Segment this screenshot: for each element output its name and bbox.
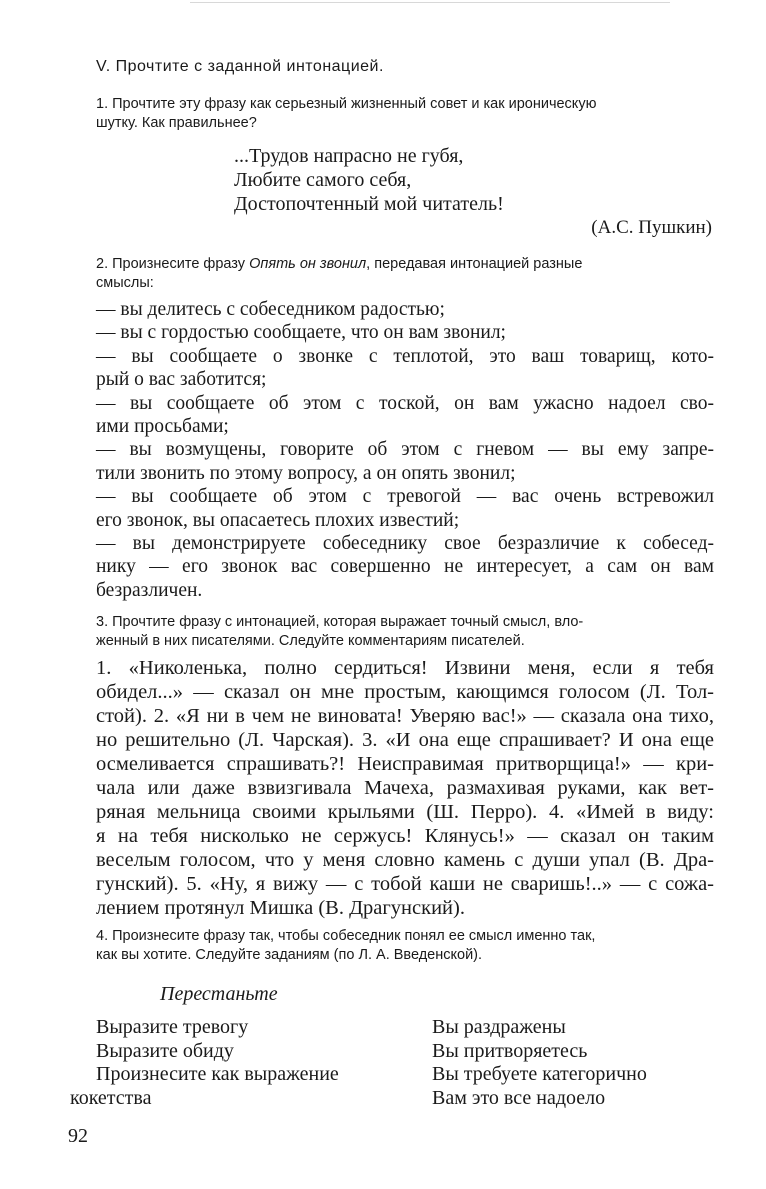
exercise-left-column (70, 1016, 339, 1110)
meaning-line: ими просьбами; (96, 416, 229, 438)
page-number: 92 (68, 1125, 88, 1147)
quote-line: лением протянул Мишка (В. Драгунский). (96, 897, 465, 919)
meaning-line: — вы возмущены, говорите об этом с гневом — вы ему запре- (96, 439, 714, 461)
exercise-right-item: Вы раздражены (432, 1016, 566, 1038)
meaning-line: тили звонить по этому вопросу, а он опять звонил; (96, 462, 516, 484)
quote-line: но решительно (Л. Чарская). 3. «И она еще спрашивает? И она еще (96, 729, 714, 751)
quote-line: я на тебя нисколько не сержусь! Клянусь!» — сказал он таким (96, 825, 714, 847)
task-1-line: шутку. Как правильнее? (96, 115, 257, 131)
meaning-line: — вы сообщаете об этом с тревогой — вас очень встревожил (96, 486, 714, 508)
exercise-right-column (432, 1016, 647, 1110)
exercise-right-item: Вам это все надоело (432, 1086, 606, 1109)
quote-line: обидел...» — сказал он мне простым, кающимся голосом (Л. Тол- (96, 681, 714, 703)
exercise-left-item: кокетства (70, 1086, 152, 1109)
task-1-line: 1. Прочтите эту фразу как серьезный жизненный совет и как ироническую (96, 96, 597, 112)
task-2-phrase: Опять он звонил (249, 256, 367, 272)
top-rule (190, 2, 670, 3)
task-4-line: как вы хотите. Следуйте заданиям (по Л. А. Введенской). (96, 947, 483, 963)
exercise-word: Перестаньте (160, 983, 278, 1005)
exercise-left-item: Произнесите как выражение (96, 1063, 339, 1086)
task-3-line: женный в них писателями. Следуйте комментариям писателей. (96, 633, 525, 649)
quote-line: гунский). 5. «Ну, я вижу — с тобой каши не сваришь!..» — с сожа- (96, 873, 714, 895)
task-1 (96, 95, 714, 133)
meanings-list (96, 298, 714, 602)
task-3 (96, 613, 714, 651)
quote-line: веселым голосом, что у меня словно камень с души упал (В. Дра- (96, 849, 714, 871)
section-title: V. Прочтите с заданной интонацией. (96, 58, 384, 75)
meaning-line: — вы с гордостью сообщаете, что он вам звонил; (96, 322, 506, 344)
task-4 (96, 927, 714, 965)
task-2-line: смыслы: (96, 275, 154, 291)
exercise-right-item: Вы притворяетесь (432, 1039, 588, 1062)
quote-line: ряная мельница своими крыльями (Ш. Перро). 4. «Имей в виду: (96, 801, 714, 823)
meaning-line: рый о вас заботится; (96, 369, 267, 391)
meaning-line: — вы делитесь с собеседником радостью; (96, 299, 445, 320)
quote-line: чала или даже взвизгивала Мачеха, размахивая руками, как вет- (96, 777, 714, 799)
meaning-line: нику — его звонок вас совершенно не интересует, а сам он вам (96, 556, 714, 578)
task-2-suffix: , передавая интонацией разные (366, 256, 583, 272)
quote-line: 1. «Николенька, полно сердиться! Извини меня, если я тебя (96, 657, 714, 679)
meaning-line: — вы сообщаете о звонке с теплотой, это ваш товарищ, кото- (96, 345, 714, 367)
task-2-prefix: 2. Произнесите фразу (96, 256, 250, 272)
quote-line: стой). 2. «Я ни в чем не виновата! Уверяю вас!» — сказала она тихо, (96, 705, 714, 727)
verse-author: (А.С. Пушкин) (591, 217, 712, 238)
task-3-line: 3. Прочтите фразу с интонацией, которая выражает точный смысл, вло- (96, 614, 584, 630)
task-4-line: 4. Произнесите фразу так, чтобы собеседник понял ее смысл именно так, (96, 928, 596, 944)
meaning-line: — вы демонстрируете собеседнику свое безразличие к собесед- (96, 533, 714, 555)
meaning-line: безразличен. (96, 579, 203, 601)
quote-line: осмеливается спрашивать?! Неисправимая притворщица!» — кри- (96, 753, 714, 775)
verse (234, 144, 504, 216)
task-2 (96, 255, 714, 293)
meaning-line: его звонок, вы опасаетесь плохих известий; (96, 509, 460, 531)
exercise-left-item: Выразите обиду (96, 1039, 234, 1062)
exercise-left-item: Выразите тревогу (96, 1016, 249, 1038)
exercise-right-item: Вы требуете категорично (432, 1063, 647, 1086)
verse-line: ...Трудов напрасно не губя, (234, 145, 464, 167)
task-2-line (96, 255, 714, 274)
meaning-line: — вы сообщаете об этом с тоской, он вам ужасно надоел сво- (96, 392, 714, 414)
quotes-paragraph (96, 656, 714, 920)
verse-line: Достопочтенный мой читатель! (234, 193, 504, 215)
verse-line: Любите самого себя, (234, 169, 412, 191)
